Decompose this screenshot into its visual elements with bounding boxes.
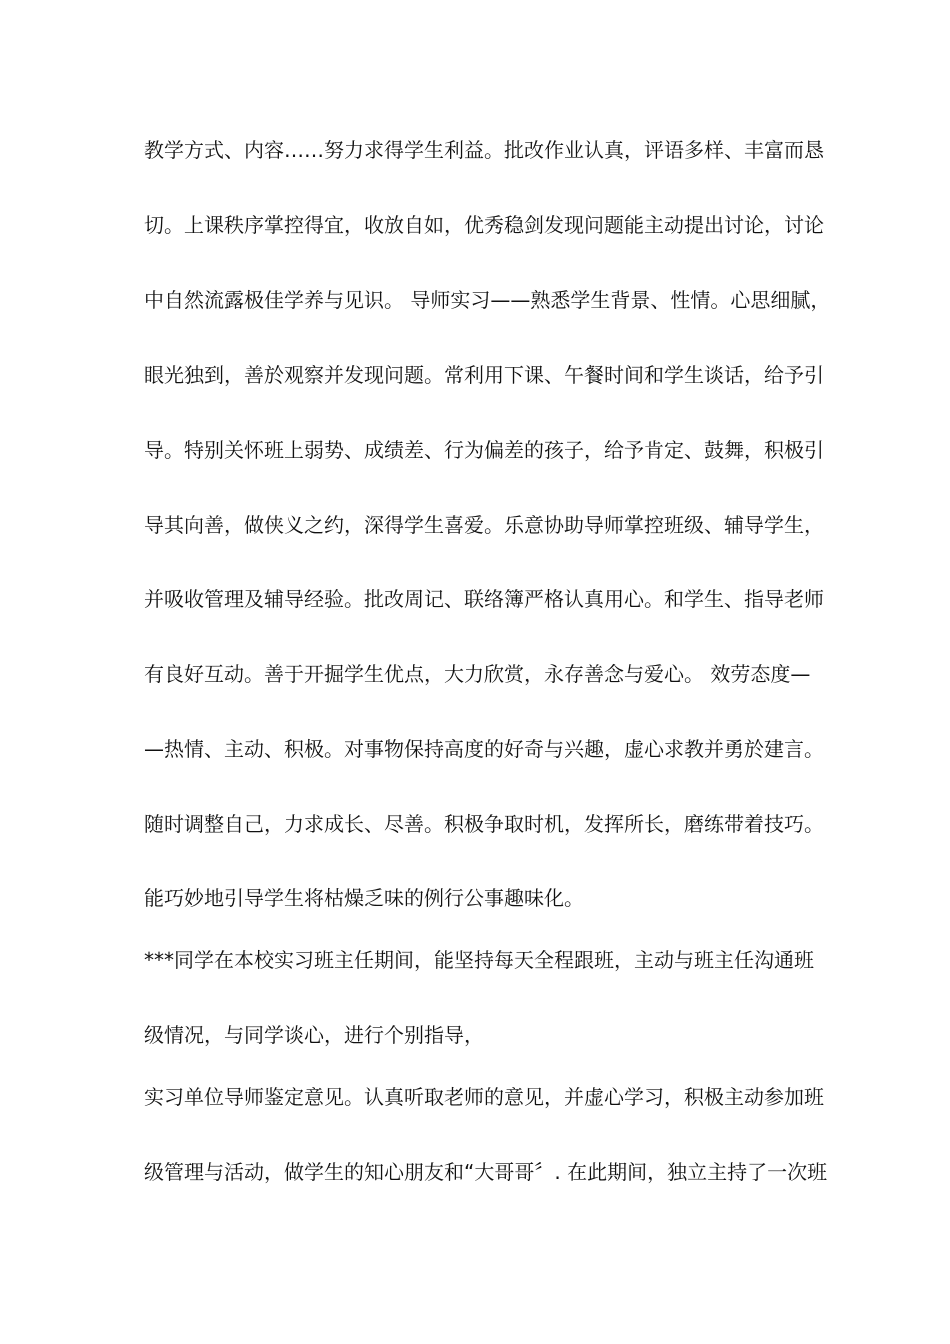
text-line: 并吸收管理及辅导经验。批改周记、联络簿严格认真用心。和学生、指导老师 [144, 587, 824, 611]
text-line: 教学方式、内容……努力求得学生利益。批改作业认真，评语多样、丰富而恳 [144, 138, 824, 162]
text-line: 导。特别关怀班上弱势、成绩差、行为偏差的孩子，给予肯定、鼓舞，积极引 [144, 438, 824, 462]
text-line: 导其向善，做侠义之约，深得学生喜爱。乐意协助导师掌控班级、辅导学生， [144, 513, 824, 537]
text-line: 眼光独到，善於观察并发现问题。常利用下课、午餐时间和学生谈话，给予引 [144, 363, 824, 387]
text-line: 中自然流露极佳学养与见识。 导师实习——熟悉学生背景、性情。心思细腻， [144, 288, 831, 312]
text-line: —热情、主动、积极。对事物保持高度的好奇与兴趣，虚心求教并勇於建言。 [144, 737, 824, 761]
text-line: 切。上课秩序掌控得宜，收放自如，优秀稳剑发现问题能主动提出讨论，讨论 [144, 213, 824, 237]
text-line: 有良好互动。善于开掘学生优点，大力欣赏，永存善念与爱心。 效劳态度— [144, 662, 811, 686]
text-line: 实习单位导师鉴定意见。认真听取老师的意见，并虚心学习，积极主动参加班 [144, 1085, 824, 1109]
text-line: 能巧妙地引导学生将枯燥乏味的例行公事趣味化。 [144, 886, 584, 910]
text-line: 级管理与活动，做学生的知心朋友和“大哥哥〞. 在此期间，独立主持了一次班 [144, 1160, 828, 1184]
text-line: 随时调整自己，力求成长、尽善。积极争取时机，发挥所长，磨练带着技巧。 [144, 812, 824, 836]
text-line: ***同学在本校实习班主任期间，能坚持每天全程跟班，主动与班主任沟通班 [144, 948, 814, 972]
text-line: 级情况，与同学谈心，进行个别指导， [144, 1023, 484, 1047]
